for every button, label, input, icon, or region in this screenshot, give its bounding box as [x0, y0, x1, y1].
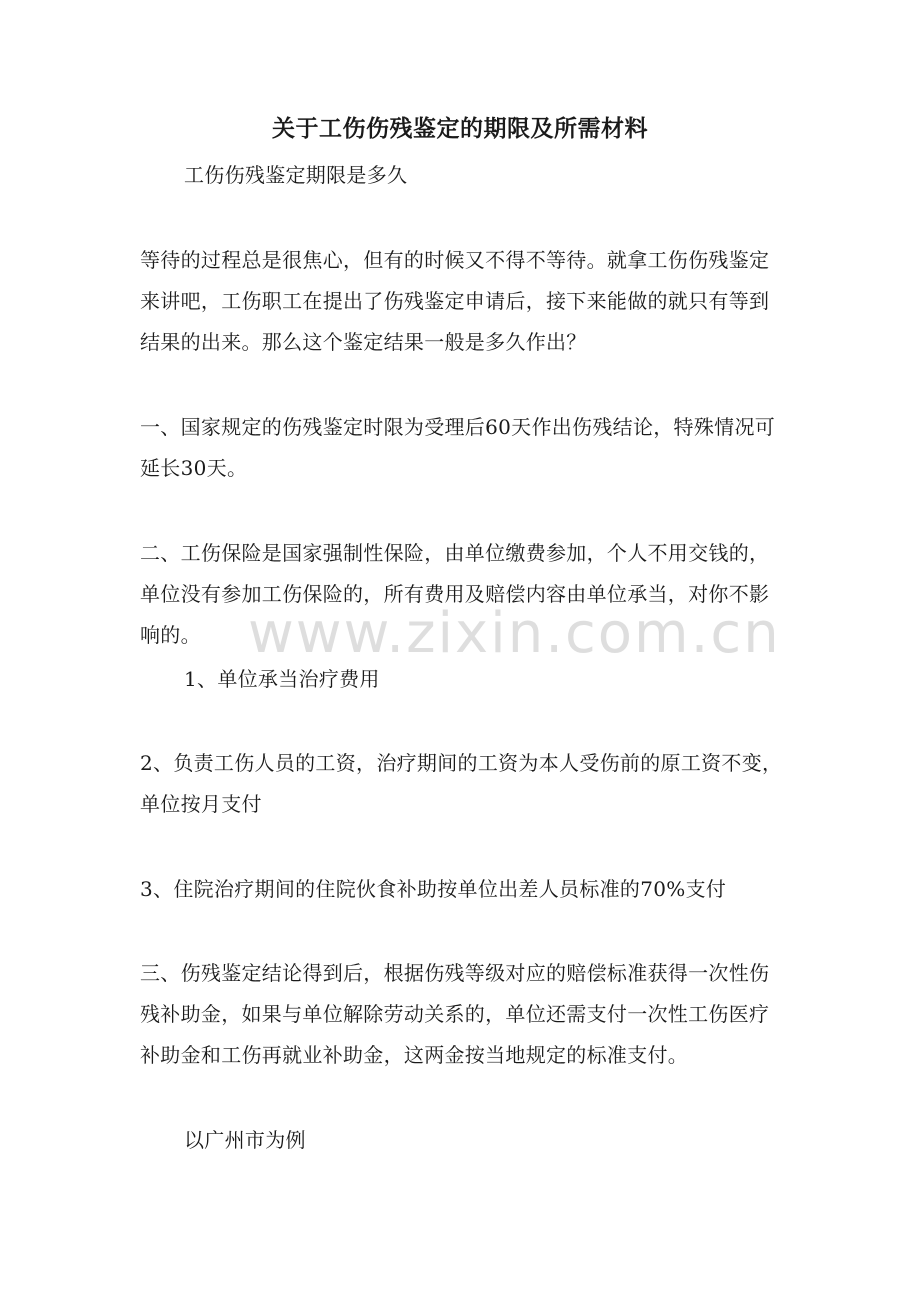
paragraph-intro: 等待的过程总是很焦心，但有的时候又不得不等待。就拿工伤伤残鉴定来讲吧，工伤职工在提出了伤残鉴定申请后，接下来能做的就只有等到结果的出来。那么这个鉴定结果一般是多久作出？: [140, 248, 770, 354]
list-item-1: 1、单位承当治疗费用: [184, 667, 380, 691]
document-title: 关于工伤伤残鉴定的期限及所需材料: [272, 115, 648, 142]
section-subtitle: 工伤伤残鉴定期限是多久: [184, 163, 408, 187]
paragraph-point-one: 一、国家规定的伤残鉴定时限为受理后60天作出伤残结论，特殊情况可延长30天。: [140, 415, 776, 480]
watermark: www.zixin.com.cn: [248, 601, 781, 666]
paragraph-example: 以广州市为例: [184, 1128, 306, 1152]
paragraph-point-three: 三、伤残鉴定结论得到后，根据伤残等级对应的赔偿标准获得一次性伤残补助金，如果与单位解除劳动关系的，单位还需支付一次性工伤医疗补助金和工伤再就业补助金，这两金按当地规定的标准支付。: [140, 961, 770, 1067]
paragraph-point-two: 二、工伤保险是国家强制性保险，由单位缴费参加，个人不用交钱的，单位没有参加工伤保险的，所有费用及赔偿内容由单位承当，对你不影响的。: [140, 541, 770, 647]
list-item-3: 3、住院治疗期间的住院伙食补助按单位出差人员标准的70%支付: [140, 877, 727, 901]
list-item-2: 2、负责工伤人员的工资，治疗期间的工资为本人受伤前的原工资不变，单位按月支付: [140, 751, 783, 816]
